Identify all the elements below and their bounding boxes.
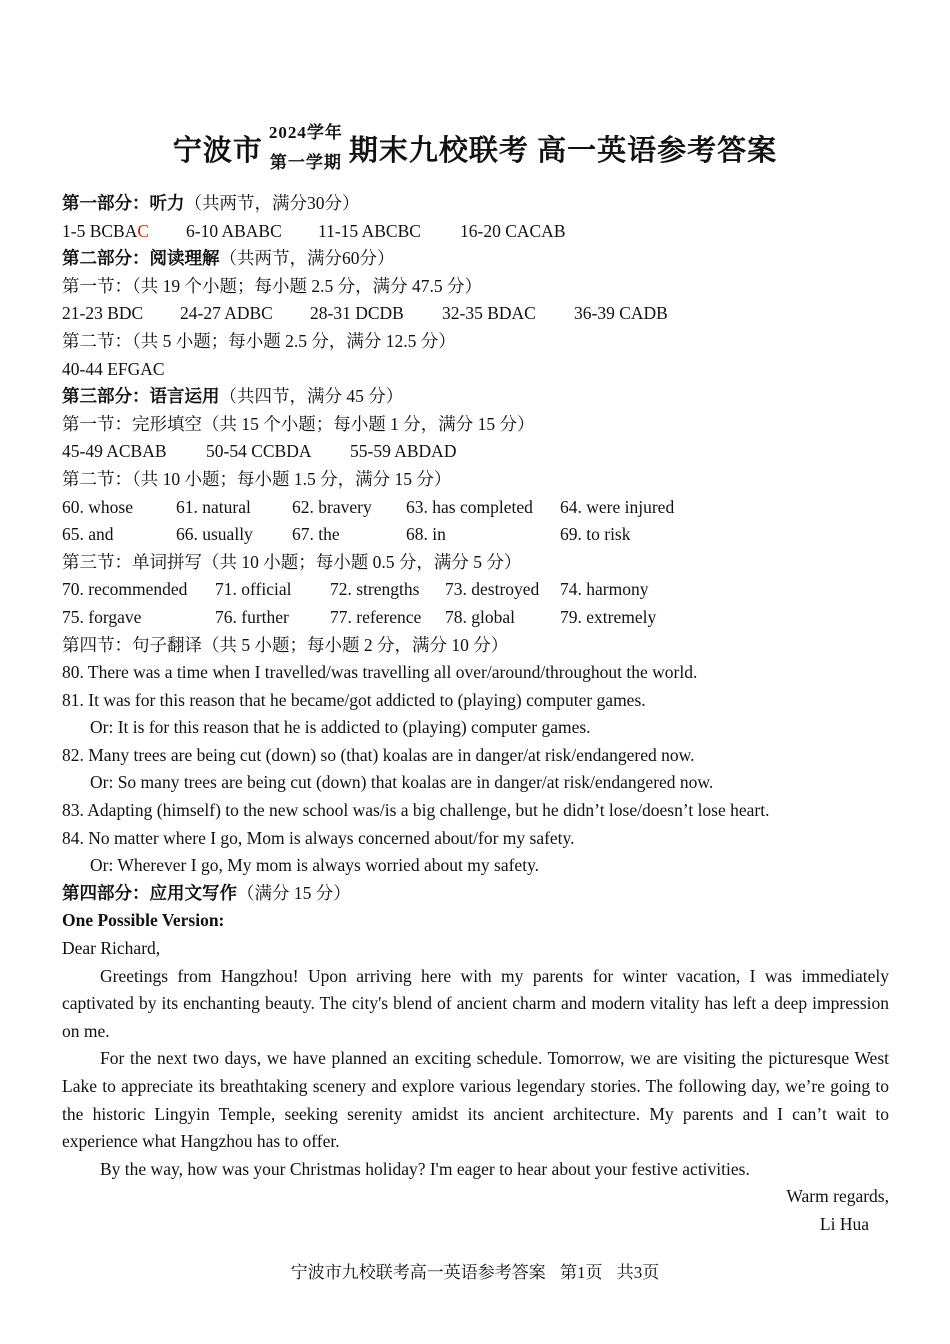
translation-83: 83. Adapting (himself) to the new school was/is a big challenge, but he didn’t lose/doesn’t lose heart. — [62, 800, 770, 821]
answer-item: 66. usually — [176, 524, 253, 545]
answer-55-59: 55-59 ABDAD — [350, 441, 457, 462]
answer-item: 63. has completed — [406, 496, 533, 517]
part3-sec1-answers — [62, 438, 889, 466]
translation-84-alt: Or: Wherever I go, My mom is always worried about my safety. — [90, 855, 540, 876]
part3-sec3: 第三节：单词拼写（共 10 小题；每小题 0.5 分，满分 5 分） — [62, 551, 522, 572]
answer-item: 65. and — [62, 524, 114, 545]
answer-45-49: 45-49 ACBAB — [62, 441, 167, 462]
answer-28-31: 28-31 DCDB — [310, 303, 404, 324]
part2-sec1: 第一节：（共 19 个小题；每小题 2.5 分，满分 47.5 分） — [62, 275, 482, 296]
answer-item: 79. extremely — [560, 606, 657, 627]
translation-82: 82. Many trees are being cut (down) so (that) koalas are in danger/at risk/endangered now. — [62, 744, 695, 765]
page-title — [0, 118, 950, 178]
letter-greeting: Dear Richard, — [62, 938, 161, 959]
answer-item: 62. bravery — [292, 496, 372, 517]
answer-item: 76. further — [215, 606, 289, 627]
title-year: 2024学年 — [268, 123, 343, 142]
title-semester: 第一学期 — [269, 153, 342, 172]
answer-32-35: 32-35 BDAC — [442, 303, 536, 324]
part2-sec1-answers — [62, 300, 889, 328]
answer-16-20: 16-20 CACAB — [460, 220, 566, 241]
answer-item: 60. whose — [62, 496, 133, 517]
translation-82-alt: Or: So many trees are being cut (down) that koalas are in danger/at risk/endangered now. — [90, 772, 714, 793]
page-footer: 宁波市九校联考高一英语参考答案 第1页 共3页 — [290, 1263, 660, 1282]
part1-heading: 第一部分：听力（共两节，满分30分） — [62, 193, 360, 213]
part2-heading: 第二部分：阅读理解（共两节，满分60分） — [62, 248, 395, 269]
translation-81: 81. It was for this reason that he became/got addicted to (playing) computer games. — [62, 689, 646, 710]
translation-80: 80. There was a time when I travelled/was travelling all over/around/throughout the world. — [62, 662, 698, 683]
part3-heading: 第三部分：语言运用（共四节，满分 45 分） — [62, 386, 404, 407]
answer-item: 64. were injured — [560, 496, 675, 517]
letter-signature: Li Hua — [819, 1213, 869, 1234]
letter-paragraph-3: By the way, how was your Christmas holiday? I'm eager to hear about your festive activities. — [100, 1158, 750, 1179]
part4-heading: 第四部分：应用文写作（满分 15 分） — [62, 882, 351, 903]
answer-11-15: 11-15 ABCBC — [318, 220, 421, 241]
letter-paragraph-1: Greetings from Hangzhou! Upon arriving here with my parents for winter vacation, I was immediately captivated by its enchanting beauty. The city's blend of ancient charm and modern vitality has left a deep impression on me. — [62, 965, 889, 1041]
part3-sec2: 第二节：（共 10 小题；每小题 1.5 分，满分 15 分） — [62, 468, 452, 489]
answer-1-5: 1-5 BCBAC — [62, 220, 150, 241]
answer-item: 73. destroyed — [445, 579, 540, 600]
answer-24-27: 24-27 ADBC — [180, 303, 273, 324]
part3-sec2-row1 — [62, 494, 889, 522]
answer-item: 67. the — [292, 524, 340, 545]
answer-item: 78. global — [445, 606, 515, 627]
part3-sec1: 第一节：完形填空（共 15 个小题；每小题 1 分，满分 15 分） — [62, 413, 535, 434]
translation-81-alt: Or: It is for this reason that he is addicted to (playing) computer games. — [90, 717, 591, 738]
answer-key — [62, 190, 889, 1239]
part1-answers — [62, 218, 889, 246]
answer-item: 61. natural — [176, 496, 251, 517]
title-term — [269, 118, 343, 178]
answer-item: 77. reference — [330, 606, 422, 627]
letter-closing: Warm regards, — [786, 1186, 889, 1207]
answer-50-54: 50-54 CCBDA — [206, 441, 312, 462]
part3-sec2-row2 — [62, 521, 889, 549]
answer-item: 70. recommended — [62, 579, 188, 600]
part3-sec4: 第四节：句子翻译（共 5 小题；每小题 2 分，满分 10 分） — [62, 634, 509, 655]
answer-item: 74. harmony — [560, 579, 649, 600]
translation-84: 84. No matter where I go, Mom is always concerned about/for my safety. — [62, 827, 575, 848]
title-city: 宁波市 — [172, 134, 263, 167]
answer-36-39: 36-39 CADB — [574, 303, 668, 324]
answer-21-23: 21-23 BDC — [62, 303, 144, 324]
answer-item: 72. strengths — [330, 579, 420, 600]
part3-sec3-row2 — [62, 604, 889, 632]
title-exam: 期末九校联考 高一英语参考答案 — [348, 134, 778, 167]
answer-item: 71. official — [215, 579, 292, 600]
part2-sec2: 第二节：（共 5 小题；每小题 2.5 分，满分 12.5 分） — [62, 330, 456, 351]
answer-6-10: 6-10 ABABC — [186, 220, 282, 241]
answer-item: 69. to risk — [560, 524, 631, 545]
part3-sec3-row1 — [62, 576, 889, 604]
part2-sec2-answer: 40-44 EFGAC — [62, 358, 165, 379]
letter-paragraph-2: For the next two days, we have planned an exciting schedule. Tomorrow, we are visiting the picturesque West Lake to appreciate its breathtaking scenery and explore various legendary stories. The following day, we’re going to the historic Lingyin Temple, seeking serenity amidst its ancient architecture. My parents and I can’t wait to experience what Hangzhou has to offer. — [62, 1048, 889, 1152]
answer-item: 75. forgave — [62, 606, 142, 627]
sample-version-label: One Possible Version: — [62, 910, 225, 931]
answer-item: 68. in — [406, 524, 446, 545]
